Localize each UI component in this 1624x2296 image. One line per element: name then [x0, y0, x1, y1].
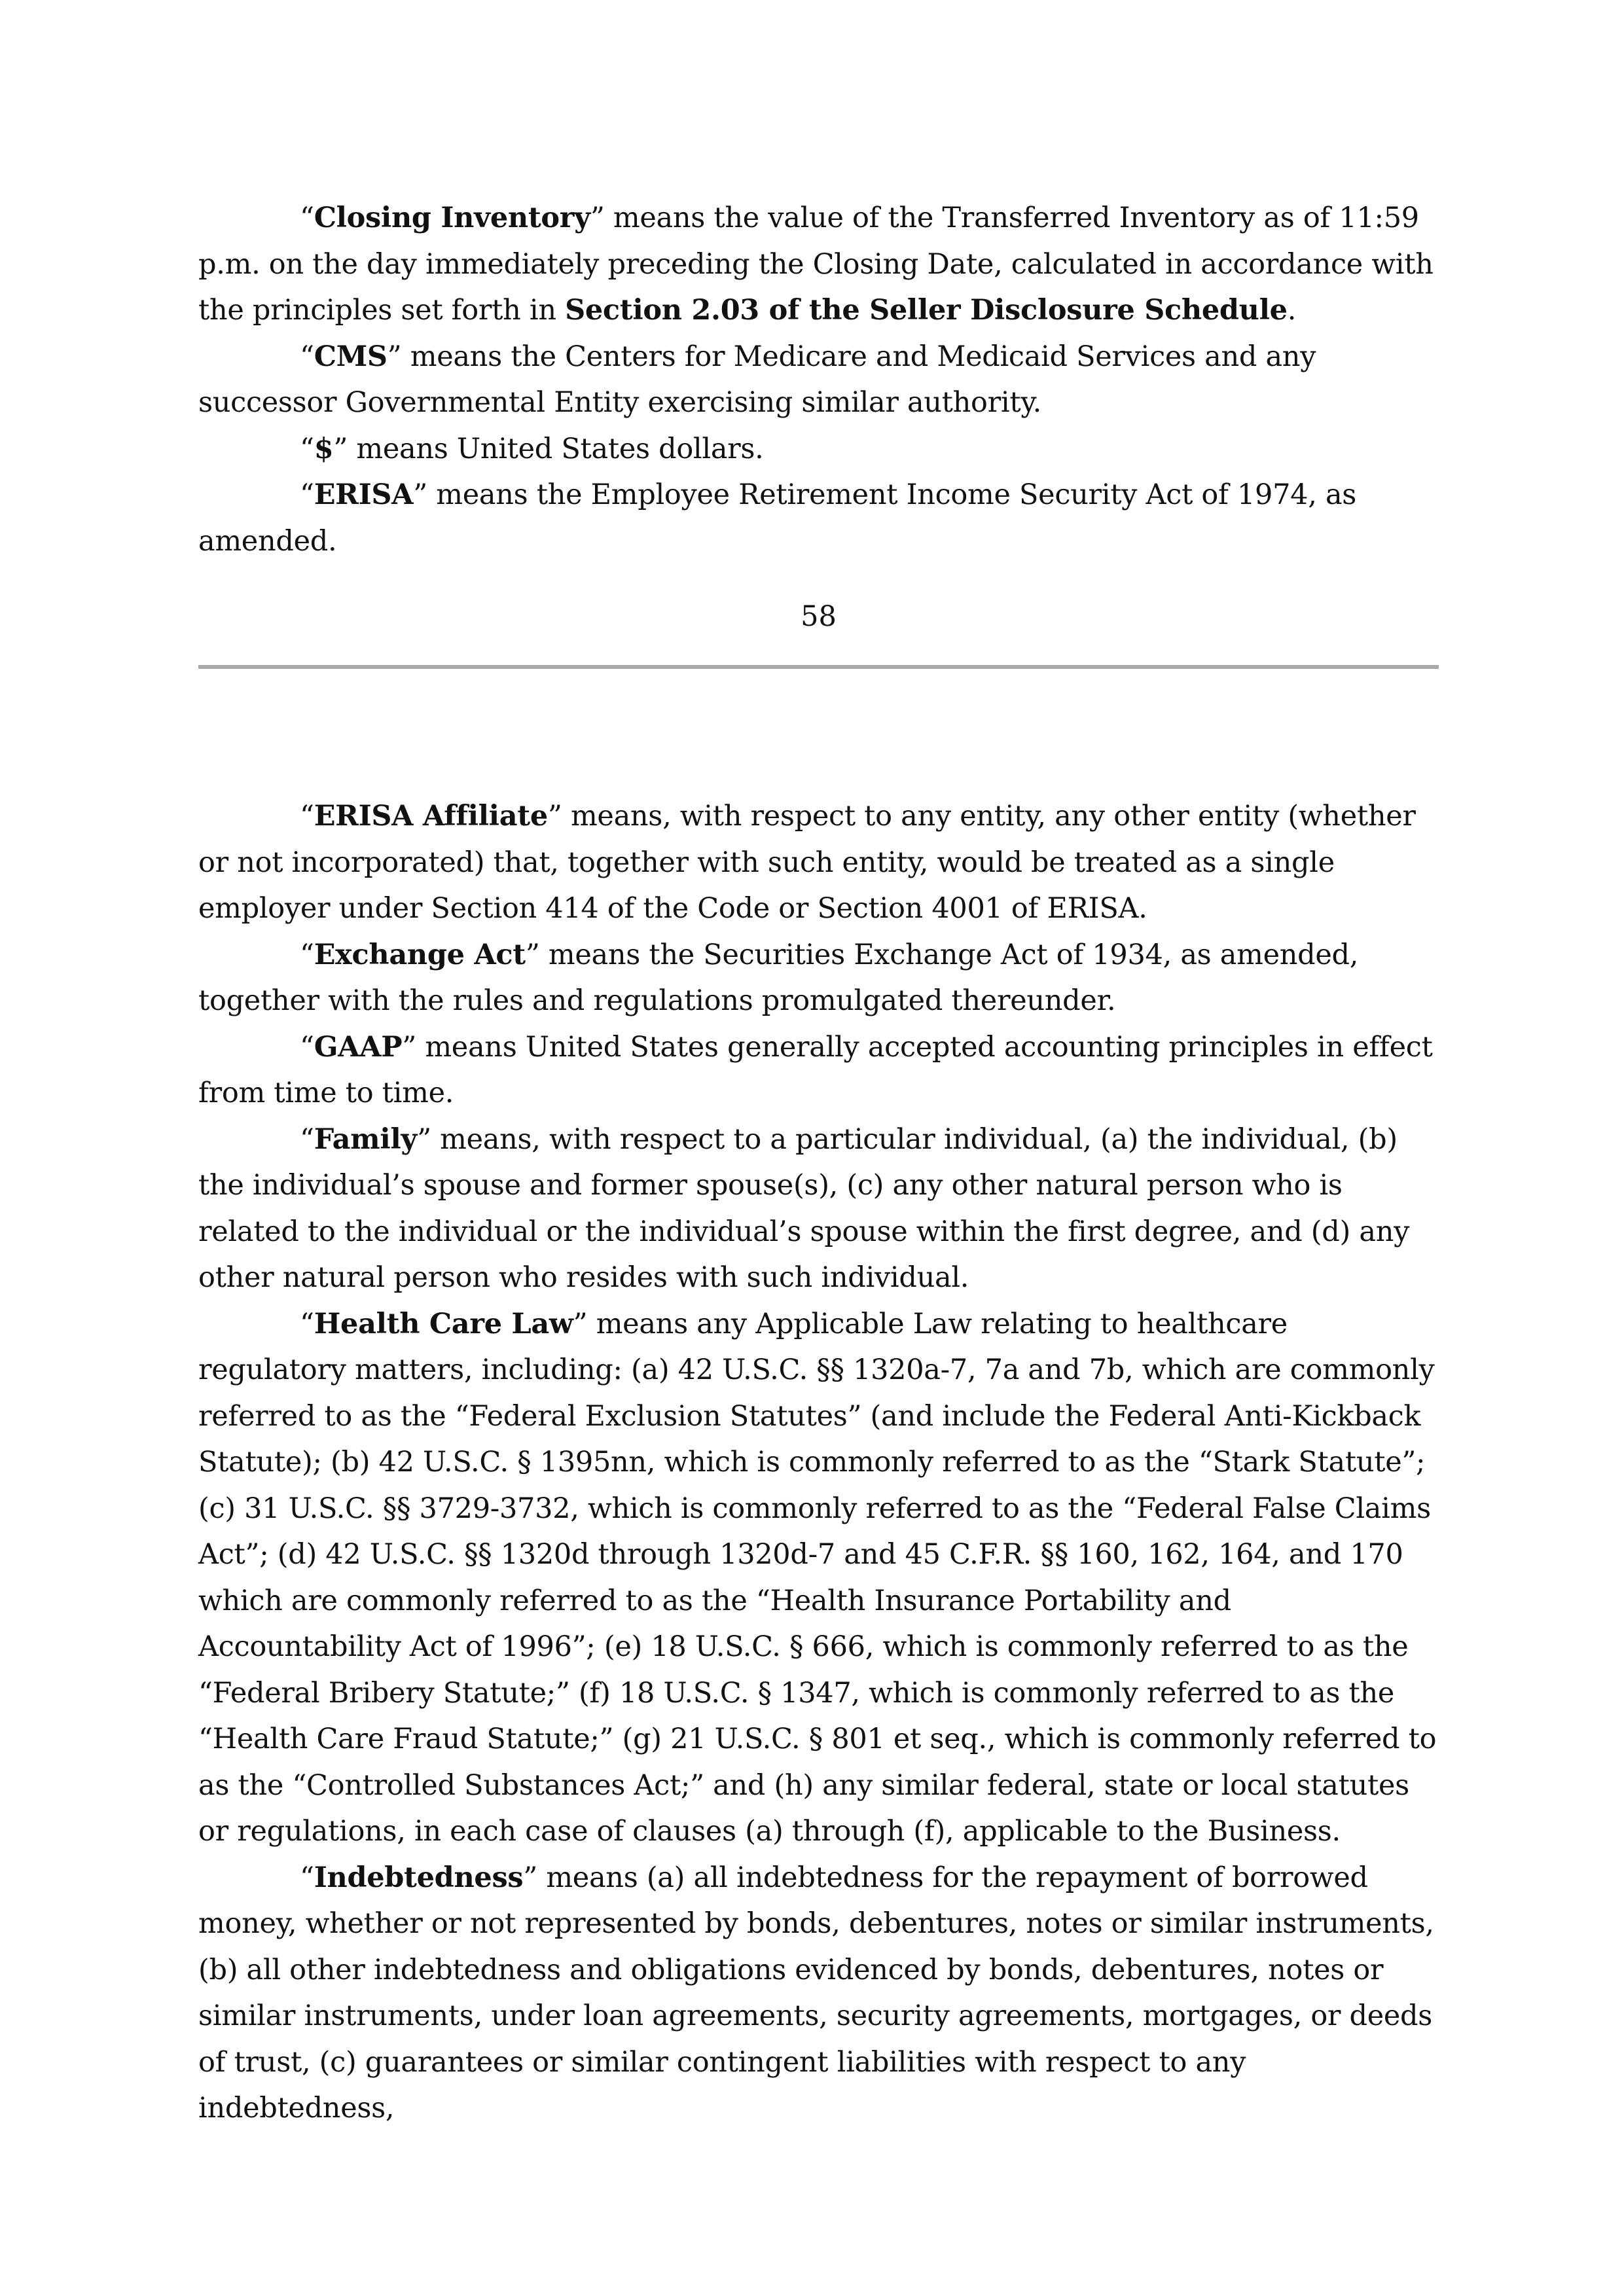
definition-text-end: . [1287, 294, 1297, 327]
defined-term: ERISA Affiliate [314, 800, 548, 833]
defined-term: $ [314, 432, 334, 465]
page-divider [198, 665, 1439, 669]
definition-text: means any Applicable Law relating to healthcare regulatory matters, including: (a) 42 U.S.C. §§ 1320a-7, 7a and 7b, which are commonly referred to as the “Federal Exclusion Statutes” (and include the Federal Anti-Kickback Statute); (b) 42 U.S.C. § 1395nn, which is commonly referred to as the “Stark Statute”; (c) 31 U.S.C. §§ 3729-3732, which is commonly referred to as the “Federal False Claims Act”; (d) 42 U.S.C. §§ 1320d through 1320d-7 and 45 C.F.R. §§ 160, 162, 164, and 170 which are commonly referred to as the “Health Insurance Portability and Accountability Act of 1996”; (e) 18 U.S.C. § 666, which is commonly referred to as the “Federal Bribery Statute;” (f) 18 U.S.C. § 1347, which is commonly referred to as the “Health Care Fraud Statute;” (g) 21 U.S.C. § 801 et seq., which is commonly referred to as the “Controlled Substances Act;” and (h) any similar federal, state or local statutes or regulations, in each case of clauses (a) through (f), applicable to the Business. [198, 1307, 1437, 1848]
definition-closing-inventory: “Closing Inventory” means the value of the Transferred Inventory as of 11:59 p.m. on the day immediately preceding the Closing Date, calculated in accordance with the principles set forth in Section 2.03 of the Seller Disclosure Schedule. [198, 202, 1434, 327]
definition-text: means United States generally accepted accounting principles in effect from time to time. [198, 1030, 1433, 1109]
defined-term: Exchange Act [314, 938, 526, 971]
definition-erisa-affiliate: “ERISA Affiliate” means, with respect to any entity, any other entity (whether or not incorporated) that, together with such entity, would be treated as a single employer under Section 414 of the Code or Section 4001 of ERISA. [198, 800, 1416, 925]
definition-text: means (a) all indebtedness for the repayment of borrowed money, whether or not represented by bonds, debentures, notes or similar instruments, (b) all other indebtedness and obligations evidenced by bonds, debentures, notes or similar instruments, under loan agreements, security agreements, mortgages, or deeds of trust, (c) guarantees or similar contingent liabilities with respect to any indebtedness, [198, 1861, 1434, 2125]
top-section [198, 195, 1439, 564]
definition-text: means the value of the Transferred Inventory as of 11:59 p.m. on the day immediately preceding the Closing Date, calculated in accordance with the principles set forth in [198, 202, 1434, 327]
definition-gaap: “GAAP” means United States generally accepted accounting principles in effect from time to time. [198, 1030, 1433, 1109]
bottom-section [198, 793, 1439, 2132]
definition-text: means the Employee Retirement Income Security Act of 1974, as amended. [198, 478, 1357, 558]
defined-term: GAAP [314, 1030, 403, 1064]
schedule-reference: Section 2.03 of the Seller Disclosure Schedule [565, 294, 1288, 327]
definition-exchange-act: “Exchange Act” means the Securities Exchange Act of 1934, as amended, together with the rules and regulations promulgated thereunder. [198, 938, 1359, 1017]
definition-text: means the Centers for Medicare and Medicaid Services and any successor Governmental Entity exercising similar authority. [198, 340, 1316, 419]
defined-term: Family [314, 1122, 418, 1156]
defined-term: ERISA [314, 478, 414, 511]
definition-text: means the Securities Exchange Act of 1934, as amended, together with the rules and regulations promulgated thereunder. [198, 938, 1359, 1017]
definition-cms: “CMS” means the Centers for Medicare and Medicaid Services and any successor Governmental Entity exercising similar authority. [198, 340, 1316, 419]
page-number: 58 [801, 600, 837, 633]
definition-dollars: “$” means United States dollars. [300, 432, 764, 465]
definition-text: means, with respect to any entity, any other entity (whether or not incorporated) that, together with such entity, would be treated as a single employer under Section 414 of the Code or Section 4001 of ERISA. [198, 800, 1416, 925]
defined-term: Health Care Law [314, 1307, 573, 1340]
defined-term: CMS [314, 340, 388, 373]
definition-family: “Family” means, with respect to a particular individual, (a) the individual, (b) the individual’s spouse and former spouse(s), (c) any other natural person who is related to the individual or the individual’s spouse within the first degree, and (d) any other natural person who resides with such individual. [198, 1122, 1410, 1294]
definition-text: means, with respect to a particular individual, (a) the individual, (b) the individual’s spouse and former spouse(s), (c) any other natural person who is related to the individual or the individual’s spouse within the first degree, and (d) any other natural person who resides with such individual. [198, 1122, 1410, 1294]
definition-indebtedness: “Indebtedness” means (a) all indebtedness for the repayment of borrowed money, whether or not represented by bonds, debentures, notes or similar instruments, (b) all other indebtedness and obligations evidenced by bonds, debentures, notes or similar instruments, under loan agreements, security agreements, mortgages, or deeds of trust, (c) guarantees or similar contingent liabilities with respect to any indebtedness, [198, 1861, 1434, 2125]
definition-text: means United States dollars. [348, 432, 764, 465]
definition-erisa: “ERISA” means the Employee Retirement Income Security Act of 1974, as amended. [198, 478, 1357, 558]
defined-term: Closing Inventory [314, 202, 590, 234]
defined-term: Indebtedness [314, 1861, 524, 1894]
definition-health-care-law: “Health Care Law” means any Applicable Law relating to healthcare regulatory matters, including: (a) 42 U.S.C. §§ 1320a-7, 7a and 7b, which are commonly referred to as the “Federal Exclusion Statutes” (and include the Federal Anti-Kickback Statute); (b) 42 U.S.C. § 1395nn, which is commonly referred to as the “Stark Statute”; (c) 31 U.S.C. §§ 3729-3732, which is commonly referred to as the “Federal False Claims Act”; (d) 42 U.S.C. §§ 1320d through 1320d-7 and 45 C.F.R. §§ 160, 162, 164, and 170 which are commonly referred to as the “Health Insurance Portability and Accountability Act of 1996”; (e) 18 U.S.C. § 666, which is commonly referred to as the “Federal Bribery Statute;” (f) 18 U.S.C. § 1347, which is commonly referred to as the “Health Care Fraud Statute;” (g) 21 U.S.C. § 801 et seq., which is commonly referred to as the “Controlled Substances Act;” and (h) any similar federal, state or local statutes or regulations, in each case of clauses (a) through (f), applicable to the Business. [198, 1307, 1437, 1848]
